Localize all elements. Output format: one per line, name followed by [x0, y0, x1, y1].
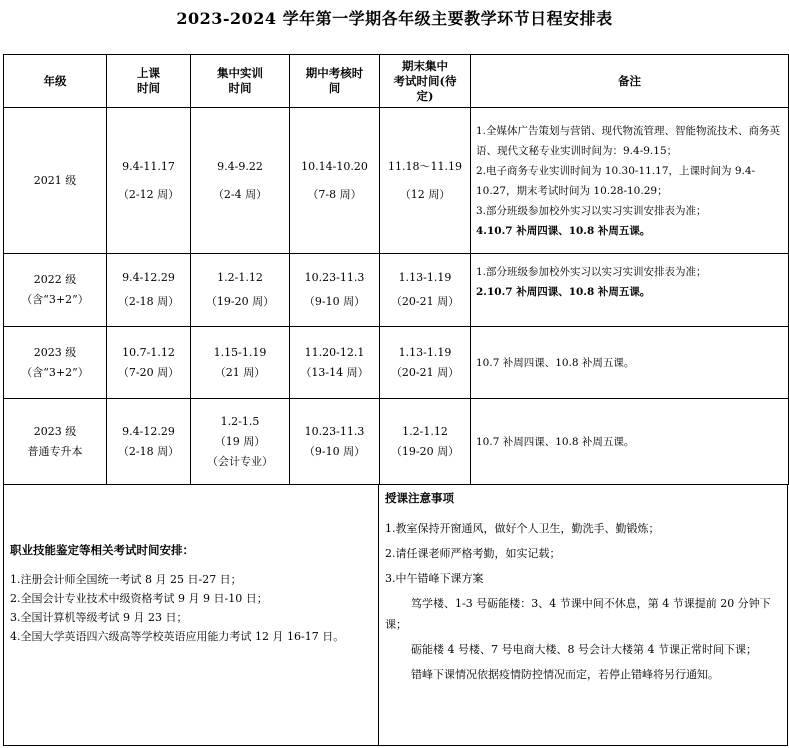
- class-time-cell: 9.4-12.29 （2-18 周）: [107, 254, 191, 327]
- final-time-cell: 11.18～11.19 （12 周）: [380, 108, 471, 254]
- midterm-time-cell: 11.20-12.1 （13-14 周）: [290, 327, 380, 399]
- table-row: [4, 399, 789, 485]
- page-title: 2023-2024 学年第一学期各年级主要教学环节日程安排表: [176, 9, 613, 28]
- teaching-heading: 授课注意事项: [385, 491, 454, 505]
- exam-item: 2.全国会计专业技术中级资格考试 9 月 9 日-10 日；: [10, 592, 268, 605]
- class-time-cell: 9.4-12.29 （2-18 周）: [107, 399, 191, 485]
- teaching-item: 1.教室保持开窗通风，做好个人卫生，勤洗手、勤锻炼；: [385, 522, 660, 535]
- note-line: 10.7 补周四课、10.8 补周五课。: [476, 356, 635, 369]
- section-divider: [378, 484, 379, 746]
- final-time-cell: 1.13-1.19 （20-21 周）: [380, 327, 471, 399]
- practice-time-cell: 1.2-1.12 （19-20 周）: [191, 254, 290, 327]
- teaching-item: 3.中午错峰下课方案: [385, 572, 484, 585]
- header-class-time: 上课 时间: [107, 55, 191, 108]
- header-midterm-time: 期中考核时 间: [290, 55, 380, 108]
- exam-item: 4.全国大学英语四六级高等学校英语应用能力考试 12 月 16-17 日。: [10, 630, 345, 643]
- grade-cell: 2023 级 普通专升本: [4, 399, 107, 485]
- header-row: [4, 55, 789, 108]
- header-grade: 年级: [4, 55, 107, 108]
- table-row: [4, 327, 789, 399]
- header-notes: 备注: [471, 55, 789, 108]
- table-row: [4, 108, 789, 254]
- practice-time-cell: 1.2-1.5 （19 周） （会计专业）: [191, 399, 290, 485]
- exam-item: 1.注册会计师全国统一考试 8 月 25 日-27 日；: [10, 573, 242, 586]
- midterm-time-cell: 10.14-10.20 （7-8 周）: [290, 108, 380, 254]
- final-time-cell: 1.2-1.12 （19-20 周）: [380, 399, 471, 485]
- table-row: [4, 254, 789, 327]
- grade-cell: 2022 级 （含“3+2”）: [4, 254, 107, 327]
- practice-time-cell: 1.15-1.19 （21 周）: [191, 327, 290, 399]
- teaching-sub-item: 砺能楼 4 号楼、7 号电商大楼、8 号会计大楼第 4 节课正常时间下课；: [411, 643, 757, 656]
- exam-heading: 职业技能鉴定等相关考试时间安排：: [10, 543, 194, 557]
- class-time-cell: 10.7-1.12 （7-20 周）: [107, 327, 191, 399]
- note-line: 2.10.7 补周四课、10.8 补周五课。: [476, 286, 651, 298]
- notes-cell: [471, 327, 789, 399]
- grade-cell: 2023 级 （含“3+2”）: [4, 327, 107, 399]
- teaching-sub-item: 错峰下课情况依据疫情防控情况而定，若停止错峰将另行通知。: [411, 668, 719, 681]
- final-time-cell: 1.13-1.19 （20-21 周）: [380, 254, 471, 327]
- midterm-time-cell: 10.23-11.3 （9-10 周）: [290, 254, 380, 327]
- exam-schedule-panel: [10, 542, 372, 646]
- class-time-cell: 9.4-11.17 （2-12 周）: [107, 108, 191, 254]
- practice-time-cell: 9.4-9.22 （2-4 周）: [191, 108, 290, 254]
- teaching-notes-panel: [385, 490, 785, 689]
- bottom-section: [3, 484, 788, 746]
- exam-item: 3.全国计算机等级考试 9 月 23 日；: [10, 611, 188, 624]
- schedule-table: [3, 54, 789, 485]
- note-line: 2.电子商务专业实训时间为 10.30-11.17，上课时间为 9.4-10.27，期末考试时间为 10.28-10.29；: [476, 164, 756, 197]
- header-final-time: 期末集中 考试时间(待 定): [380, 55, 471, 108]
- grade-cell: 2021 级: [4, 108, 107, 254]
- teaching-item: 2.请任课老师严格考勤，如实记载；: [385, 547, 561, 560]
- note-line: 1.全媒体广告策划与营销、现代物流管理、智能物流技术、商务英语、现代文秘专业实训时间为：9.4-9.15；: [476, 124, 781, 157]
- note-line: 3.部分班级参加校外实习以实习实训安排表为准；: [476, 204, 707, 217]
- midterm-time-cell: 10.23-11.3 （9-10 周）: [290, 399, 380, 485]
- header-practice-time: 集中实训 时间: [191, 55, 290, 108]
- notes-cell: [471, 254, 789, 327]
- notes-cell: [471, 399, 789, 485]
- note-line: 10.7 补周四课、10.8 补周五课。: [476, 435, 635, 448]
- notes-cell: [471, 108, 789, 254]
- note-line: 4.10.7 补周四课、10.8 补周五课。: [476, 224, 651, 237]
- note-line: 1.部分班级参加校外实习以实习实训安排表为准；: [476, 266, 707, 278]
- teaching-sub-item: 笃学楼、1-3 号砺能楼：3、4 节课中间不休息，第 4 节课提前 20 分钟下课；: [385, 597, 771, 631]
